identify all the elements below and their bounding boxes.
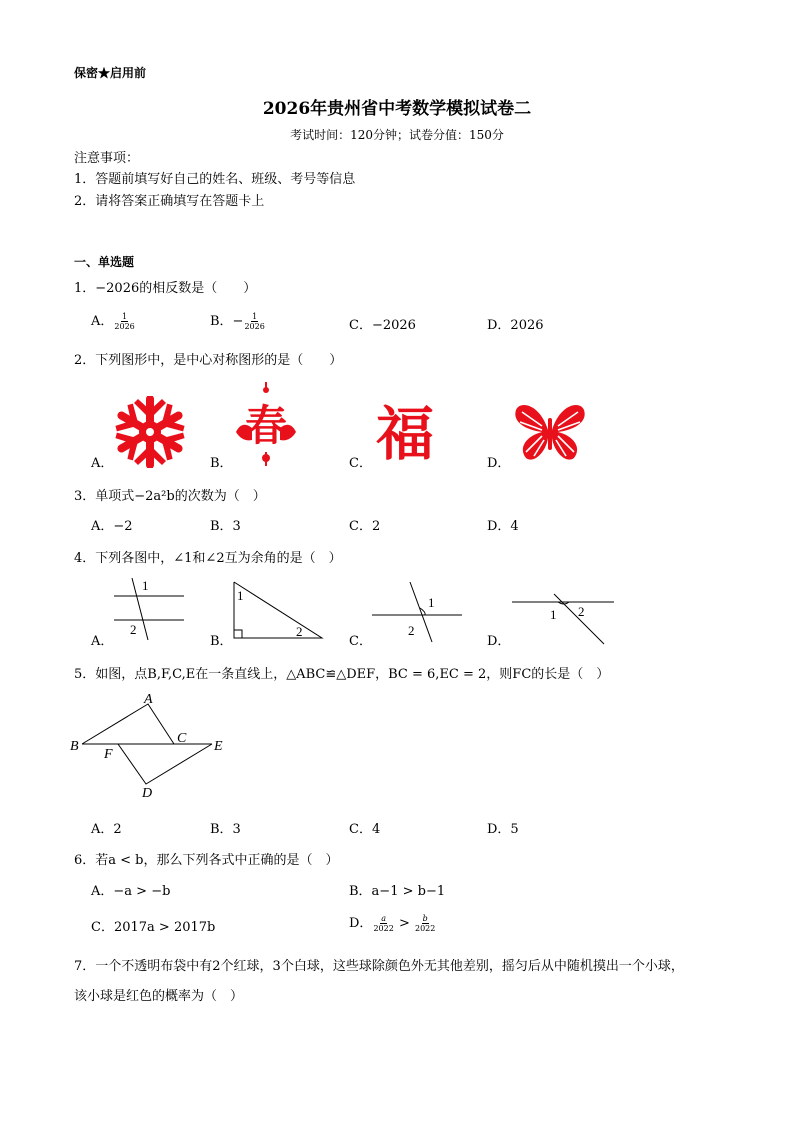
- svg-text:2: 2: [130, 622, 137, 637]
- q4-figure-d: [508, 590, 618, 646]
- q7-line-1: 7．一个不透明布袋中有2个红球，3个白球，这些球除颜色外无其他差别，摇匀后从中随机摸出一个小球，: [74, 959, 684, 974]
- q4-stem: 4．下列各图中，∠1和∠2互为余角的是（ ）: [74, 551, 342, 566]
- q2-option-b: B．: [210, 456, 233, 471]
- q3-option-b: B．3: [210, 519, 241, 534]
- q4-option-b: B．: [210, 634, 233, 649]
- notes-item-1: 1．答题前填写好自己的姓名、班级、考号等信息: [74, 172, 356, 187]
- q4-figure-a: [110, 576, 188, 642]
- q5-option-b: B．3: [210, 822, 241, 837]
- q6-d-numerator-a: a: [381, 914, 386, 923]
- q3-option-a: A．−2: [91, 519, 133, 534]
- q6-d-fraction-a: [373, 914, 393, 933]
- q1-option-b-fraction: [244, 312, 264, 331]
- q1-a-denominator: 2026: [114, 322, 135, 331]
- svg-text:F: F: [104, 747, 113, 762]
- q6-d-denominator-a: 2022: [373, 924, 394, 933]
- svg-text:B: B: [70, 739, 79, 754]
- q4-option-c: C．: [349, 634, 372, 649]
- snowflake-papercut-icon: [114, 396, 186, 468]
- q3-stem: 3．单项式−2a²b的次数为（ ）: [74, 489, 266, 504]
- section-title: 一、单选题: [74, 255, 135, 269]
- svg-text:E: E: [214, 739, 223, 754]
- q1-option-a-fraction: [114, 312, 134, 331]
- q2-option-a: A．: [91, 456, 114, 471]
- q1-a-numerator: 1: [122, 312, 128, 321]
- q6-option-c: C．2017a > 2017b: [91, 920, 216, 935]
- svg-text:1: 1: [142, 578, 149, 593]
- svg-text:1: 1: [237, 588, 244, 603]
- exam-subtitle: 考试时间：120分钟；试卷分值：150分: [290, 128, 504, 142]
- q1-option-a-label: A．: [91, 314, 114, 329]
- q6-option-a: A．−a > −b: [91, 884, 171, 899]
- q4-option-a: A．: [91, 634, 114, 649]
- q6-option-d: [349, 912, 436, 933]
- svg-text:D: D: [142, 786, 153, 801]
- q1-option-a: [91, 310, 136, 331]
- q5-stem: 5．如图，点B,F,C,E在一条直线上，△ABC≌△DEF，BC = 6,EC = 2，则FC的长是（ ）: [74, 667, 610, 682]
- q1-option-b-label: B．−: [210, 314, 244, 329]
- svg-text:C: C: [177, 731, 187, 746]
- q1-option-b: [210, 310, 266, 331]
- q1-option-d: D．2026: [487, 318, 544, 333]
- q4-figure-b: [228, 580, 326, 642]
- svg-text:春: 春: [244, 404, 288, 450]
- q3-option-c: C．2: [349, 519, 381, 534]
- q3-option-d: D．4: [487, 519, 519, 534]
- q6-d-numerator-b: b: [422, 914, 428, 923]
- q4-option-d: D．: [487, 634, 511, 649]
- svg-text:福: 福: [375, 402, 435, 466]
- svg-text:1: 1: [428, 595, 435, 610]
- svg-text:1: 1: [550, 607, 557, 622]
- svg-text:2: 2: [578, 604, 585, 619]
- q6-d-operator: >: [398, 916, 410, 931]
- q1-b-denominator: 2026: [244, 322, 265, 331]
- q7-line-2: 该小球是红色的概率为（ ）: [74, 989, 244, 1004]
- q1-b-numerator: 1: [252, 312, 258, 321]
- q5-figure: [66, 688, 236, 804]
- q5-option-d: D．5: [487, 822, 519, 837]
- exam-title: 2026年贵州省中考数学模拟试卷二: [262, 99, 532, 119]
- q5-option-a: A．2: [91, 822, 122, 837]
- q6-option-d-label: D．: [349, 916, 373, 931]
- butterfly-papercut-icon: [512, 400, 588, 464]
- q5-option-c: C．4: [349, 822, 381, 837]
- secret-label: 保密★启用前: [74, 66, 147, 80]
- q2-option-c: C．: [349, 456, 372, 471]
- q6-stem: 6．若a < b，那么下列各式中正确的是（ ）: [74, 853, 339, 868]
- q1-stem: 1．−2026的相反数是（ ）: [74, 281, 257, 296]
- q6-d-fraction-b: [415, 914, 435, 933]
- q4-figure-c: [370, 578, 464, 644]
- notes-heading: 注意事项：: [74, 151, 140, 166]
- fu-papercut-icon: [372, 398, 438, 466]
- notes-item-2: 2．请将答案正确填写在答题卡上: [74, 194, 265, 209]
- q6-option-b: B．a−1 > b−1: [349, 884, 446, 899]
- svg-text:A: A: [144, 692, 153, 707]
- chun-papercut-icon: [232, 382, 300, 468]
- svg-text:2: 2: [296, 624, 303, 639]
- svg-text:2: 2: [408, 623, 415, 638]
- q2-stem: 2．下列图形中，是中心对称图形的是（ ）: [74, 353, 343, 368]
- q2-option-d: D．: [487, 456, 511, 471]
- q6-d-denominator-b: 2022: [414, 924, 436, 933]
- q1-option-c: C．−2026: [349, 318, 416, 333]
